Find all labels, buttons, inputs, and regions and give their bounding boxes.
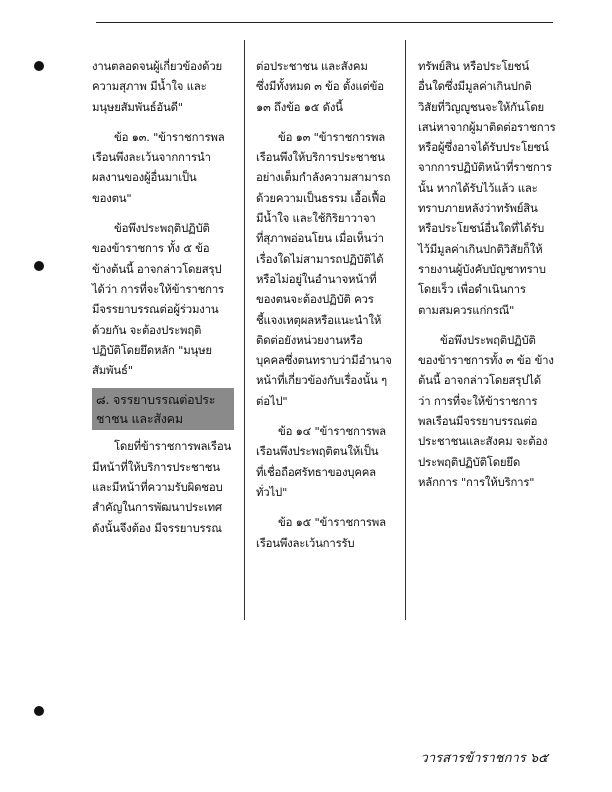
- text-line: สำคัญในการพัฒนาประเทศ: [92, 500, 222, 515]
- text-line: งานตลอดจนผู้เกี่ยวข้องด้วย: [92, 59, 223, 73]
- text-line: มีน้ำใจ และใช้กิริยาวาจา: [256, 211, 376, 226]
- column-divider-left: [244, 40, 245, 620]
- section-heading-line: ๘. จรรยาบรรณต่อประ: [96, 392, 216, 408]
- text-line: หรือประโยชน์อื่นใดที่ได้รับ: [418, 221, 545, 236]
- text-line: โดยที่ข้าราชการพลเรือน: [114, 439, 232, 454]
- text-line: ไว้มีมูลค่าเกินปกติวิสัยก็ให้: [418, 241, 543, 256]
- text-line: นั้น หากได้รับไว้แล้ว และ: [418, 180, 538, 195]
- text-line: ประพฤติปฏิบัติโดยยึด: [418, 454, 521, 469]
- text-line: ข้อ ๑๔ "ข้าราชการพล: [278, 424, 386, 439]
- text-line: ด้วยความเป็นธรรม เอื้อเฟื้อ: [256, 190, 386, 205]
- text-line: ข้อ ๑๕ "ข้าราชการพล: [278, 515, 386, 530]
- text-line: โดยเร็ว เพื่อดำเนินการ: [418, 282, 526, 297]
- text-line: บุคคลซึ่งตนทราบว่ามีอำนาจ: [256, 353, 392, 368]
- header-rule: [96, 22, 553, 23]
- text-line: ทราบภายหลังว่าทรัพย์สิน: [418, 201, 538, 216]
- text-line: ต่อไป": [256, 393, 288, 408]
- text-line: ด้วยกัน จะต้องประพฤติ: [92, 322, 202, 337]
- text-line: มีจรรยาบรรณต่อผู้ร่วมงาน: [92, 302, 219, 317]
- text-line: อื่นใดซึ่งมีมูลค่าเกินปกติ: [418, 79, 532, 94]
- text-line: ข้อพึงประพฤติปฏิบัติ: [114, 221, 210, 236]
- text-line: หรือไม่อยู่ในอำนาจหน้าที่: [256, 271, 377, 286]
- text-line: ที่สุภาพอ่อนโยน เมื่อเห็นว่า: [256, 231, 384, 246]
- text-line: หลักการ "การให้บริการ": [418, 474, 535, 489]
- text-line: ของข้าราชการ ทั้ง ๕ ข้อ: [92, 241, 210, 256]
- text-line: ปฏิบัติโดยยึดหลัก "มนุษย: [92, 342, 212, 357]
- text-line: ชี้แจงเหตุผลหรือแนะนำให้: [256, 312, 382, 327]
- text-line: อย่างเต็มกำลังความสามารถ: [256, 170, 391, 185]
- column-middle: [256, 56, 396, 553]
- text-line: ต่อประชาชน และสังคม: [256, 59, 368, 73]
- section-heading: [92, 388, 234, 430]
- text-line: เรือนพึงประพฤติตนให้เป็น: [256, 444, 379, 459]
- text-line: เรือนพึงละเว้นจากการนำ: [92, 150, 211, 165]
- text-line: เสน่หาจากผู้มาติดต่อราชการ: [418, 119, 556, 134]
- text-line: ซึ่งมีทั้งหมด ๓ ข้อ ตั้งแต่ข้อ: [256, 79, 384, 94]
- text-line: สัมพันธ์": [92, 363, 133, 378]
- text-line: ของตนจะต้องปฏิบัติ ควร: [256, 292, 374, 307]
- text-line: ข้อ ๑๓ "ข้าราชการพล: [278, 129, 386, 144]
- column-right: [418, 56, 558, 492]
- text-line: ดังนั้นจึงต้อง มีจรรยาบรรณ: [92, 520, 222, 535]
- text-line: และมีหน้าที่ความรับผิดชอบ: [92, 480, 223, 495]
- text-line: พลเรือนมีจรรยาบรรณต่อ: [418, 414, 538, 429]
- text-line: เรือนพึงละเว้นการรับ: [256, 535, 355, 550]
- text-line: หรือผู้ซึ่งอาจได้รับประโยชน์: [418, 140, 549, 155]
- text-line: เรือนพึงให้บริการประชาชน: [256, 150, 385, 165]
- text-line: ประชาชนและสังคม จะต้อง: [418, 434, 548, 449]
- page-footer: วารสารข้าราชการ ๖๕: [420, 751, 548, 766]
- column-left: [92, 56, 234, 538]
- text-line: หน้าที่เกี่ยวข้องกับเรื่องนั้น ๆ: [256, 373, 387, 388]
- text-line: ข้อพึงประพฤติปฏิบัติ: [440, 332, 536, 347]
- text-line: ว่า การที่จะให้ข้าราชการ: [418, 393, 538, 408]
- text-line: มนุษยสัมพันธ์อันดี": [92, 99, 183, 114]
- text-line: ทรัพย์สิน หรือประโยชน์: [418, 59, 530, 73]
- text-line: จากการปฏิบัติหน้าที่ราชการ: [418, 160, 552, 175]
- text-line: ความสุภาพ มีน้ำใจ และ: [92, 79, 207, 94]
- text-line: มีหน้าที่ให้บริการประชาชน: [92, 459, 220, 474]
- text-line: ที่เชื่อถือศรัทธาของบุคคล: [256, 464, 376, 479]
- text-line: ๑๓ ถึงข้อ ๑๕ ดังนี้: [256, 99, 343, 114]
- binder-hole-top: [34, 61, 44, 71]
- text-line: ข้อ ๑๓. "ข้าราชการพล: [114, 129, 225, 144]
- text-line: รายงานผู้บังคับบัญชาทราบ: [418, 261, 546, 276]
- text-line: ของข้าราชการทั้ง ๓ ข้อ ข้าง: [418, 353, 554, 368]
- text-line: ติดต่อยังหน่วยงานหรือ: [256, 332, 363, 347]
- text-line: ทั่วไป": [256, 484, 288, 499]
- text-line: ตามสมควรแก่กรณี": [418, 302, 515, 317]
- text-line: เรื่องใดไม่สามารถปฏิบัติได้: [256, 251, 384, 266]
- column-divider-right: [405, 40, 406, 620]
- text-line: ของตน": [92, 190, 132, 205]
- text-line: ได้ว่า การที่จะให้ข้าราชการ: [92, 281, 224, 296]
- text-line: วิสัยที่วิญญูชนจะให้กันโดย: [418, 99, 544, 114]
- binder-hole-bottom: [34, 706, 44, 716]
- text-line: ข้างต้นนี้ อาจกล่าวโดยสรุป: [92, 261, 222, 276]
- binder-hole-middle: [34, 261, 44, 271]
- section-heading-line: ชาชน และสังคม: [96, 411, 183, 427]
- text-line: ผลงานของผู้อื่นมาเป็น: [92, 170, 197, 185]
- text-line: ต้นนี้ อาจกล่าวโดยสรุปได้: [418, 373, 541, 388]
